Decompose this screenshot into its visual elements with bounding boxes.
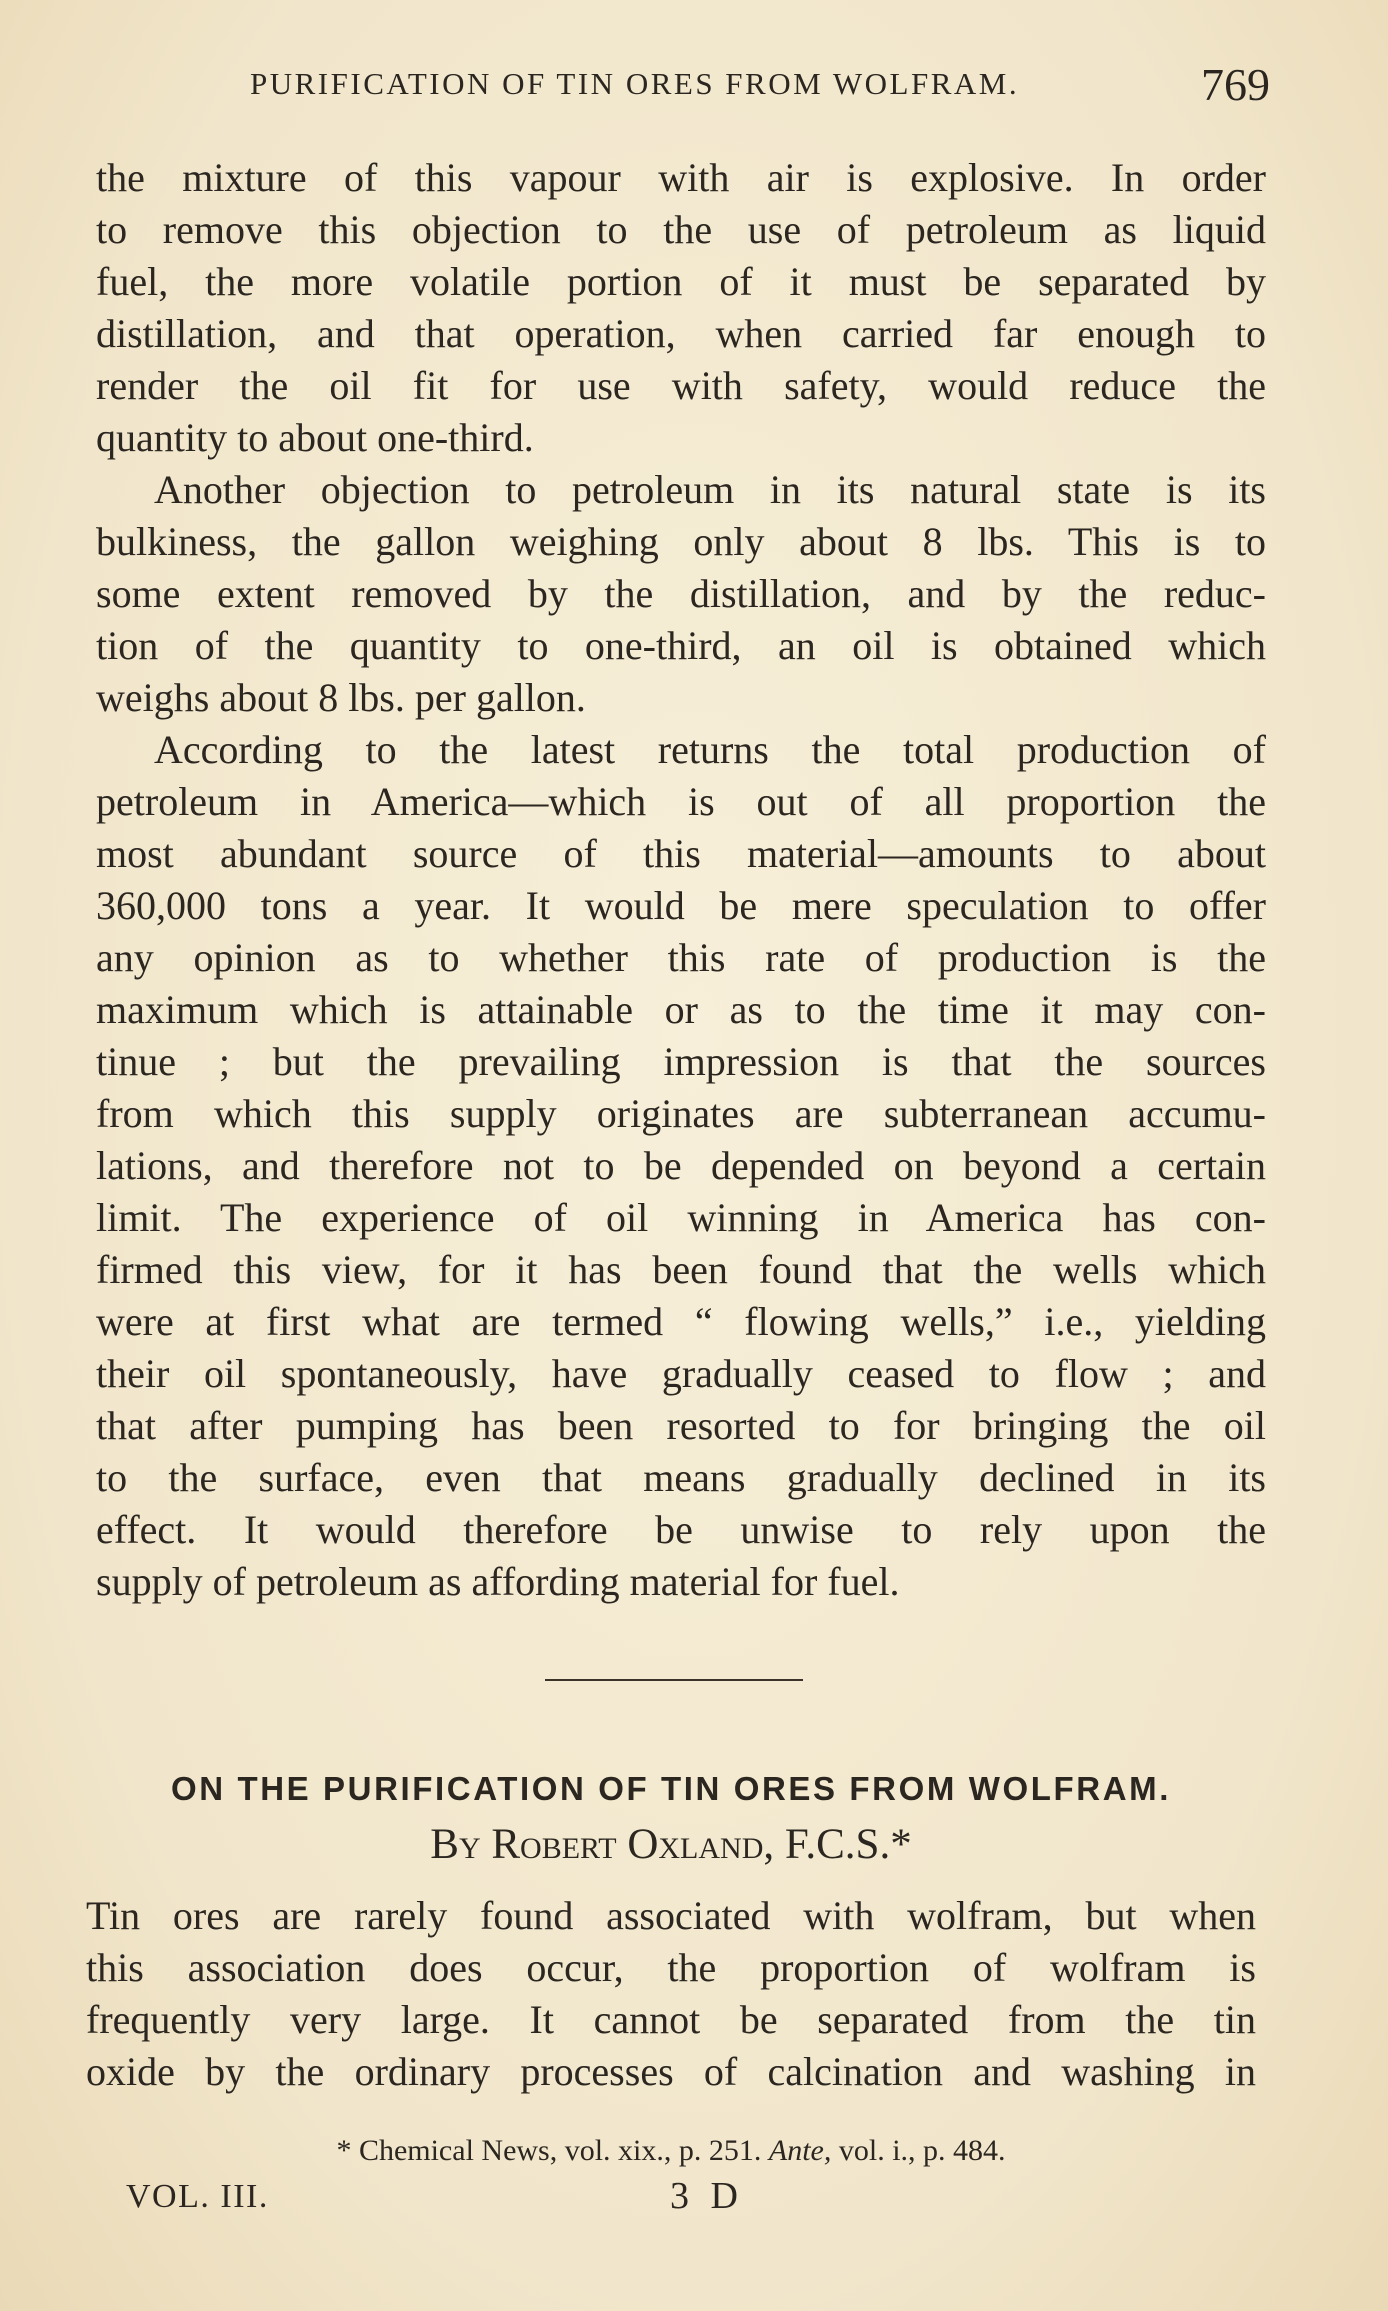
text-line: that after pumping has been resorted to for bringing the oil (96, 1403, 1266, 1448)
continued-text-block (96, 152, 1266, 1608)
article-title: ON THE PURIFICATION OF TIN ORES FROM WOLFRAM. (171, 1770, 1171, 1807)
text-line: quantity to about one-third. (96, 415, 534, 460)
footnote-italic: Ante, (768, 2134, 832, 2167)
text-line: supply of petroleum as affording material for fuel. (96, 1559, 900, 1604)
volume-signature: VOL. III. (126, 2178, 269, 2215)
text-line: any opinion as to whether this rate of production is the (96, 935, 1266, 980)
text-line: limit. The experience of oil winning in America has con- (96, 1195, 1266, 1240)
article-text-block (86, 1890, 1256, 2098)
footnote-text: * Chemical News, vol. xix., p. 251. (336, 2134, 762, 2167)
text-line: some extent removed by the distillation, and by the reduc- (96, 571, 1266, 616)
text-line: lations, and therefore not to be depended on beyond a certain (96, 1143, 1266, 1188)
text-line: Tin ores are rarely found associated with wolfram, but when (86, 1893, 1256, 1938)
running-head (250, 58, 1270, 108)
page-number: 769 (1201, 59, 1270, 110)
signature-mark: 3 D (670, 2175, 744, 2217)
text-line: petroleum in America—which is out of all proportion the (96, 779, 1266, 824)
text-line: tion of the quantity to one-third, an oil is obtained which (96, 623, 1266, 668)
text-line: firmed this view, for it has been found that the wells which (96, 1247, 1266, 1292)
text-line: this association does occur, the proportion of wolfram is (86, 1945, 1256, 1990)
text-line: Another objection to petroleum in its natural state is its (154, 467, 1266, 512)
text-line: to the surface, even that means gradually declined in its (96, 1455, 1266, 1500)
text-line: tinue ; but the prevailing impression is that the sources (96, 1039, 1266, 1084)
running-title: PURIFICATION OF TIN ORES FROM WOLFRAM. (250, 66, 1020, 101)
footnote (86, 2134, 1256, 2168)
text-line: oxide by the ordinary processes of calcination and washing in (86, 2049, 1256, 2094)
footnote-text-end: vol. i., p. 484. (838, 2134, 1006, 2167)
text-line: maximum which is attainable or as to the time it may con- (96, 987, 1266, 1032)
text-line: According to the latest returns the total production of (154, 727, 1266, 772)
text-line: from which this supply originates are subterranean accumu- (96, 1091, 1266, 1136)
text-line: distillation, and that operation, when carried far enough to (96, 311, 1266, 356)
text-line: frequently very large. It cannot be separated from the tin (86, 1997, 1256, 2042)
text-line: to remove this objection to the use of petroleum as liquid (96, 207, 1266, 252)
text-line: 360,000 tons a year. It would be mere speculation to offer (96, 883, 1266, 928)
text-line: the mixture of this vapour with air is explosive. In order (96, 155, 1266, 200)
section-divider (545, 1679, 803, 1681)
text-line: bulkiness, the gallon weighing only about 8 lbs. This is to (96, 519, 1266, 564)
article-byline: By Robert Oxland, F.C.S.* (430, 1821, 912, 1868)
text-line: fuel, the more volatile portion of it must be separated by (96, 259, 1266, 304)
text-line: their oil spontaneously, have gradually ceased to flow ; and (96, 1351, 1266, 1396)
text-line: were at first what are termed “ flowing wells,” i.e., yielding (96, 1299, 1266, 1344)
text-line: render the oil fit for use with safety, would reduce the (96, 363, 1266, 408)
text-line: weighs about 8 lbs. per gallon. (96, 675, 586, 720)
text-line: effect. It would therefore be unwise to rely upon the (96, 1507, 1266, 1552)
text-line: most abundant source of this material—amounts to about (96, 831, 1266, 876)
